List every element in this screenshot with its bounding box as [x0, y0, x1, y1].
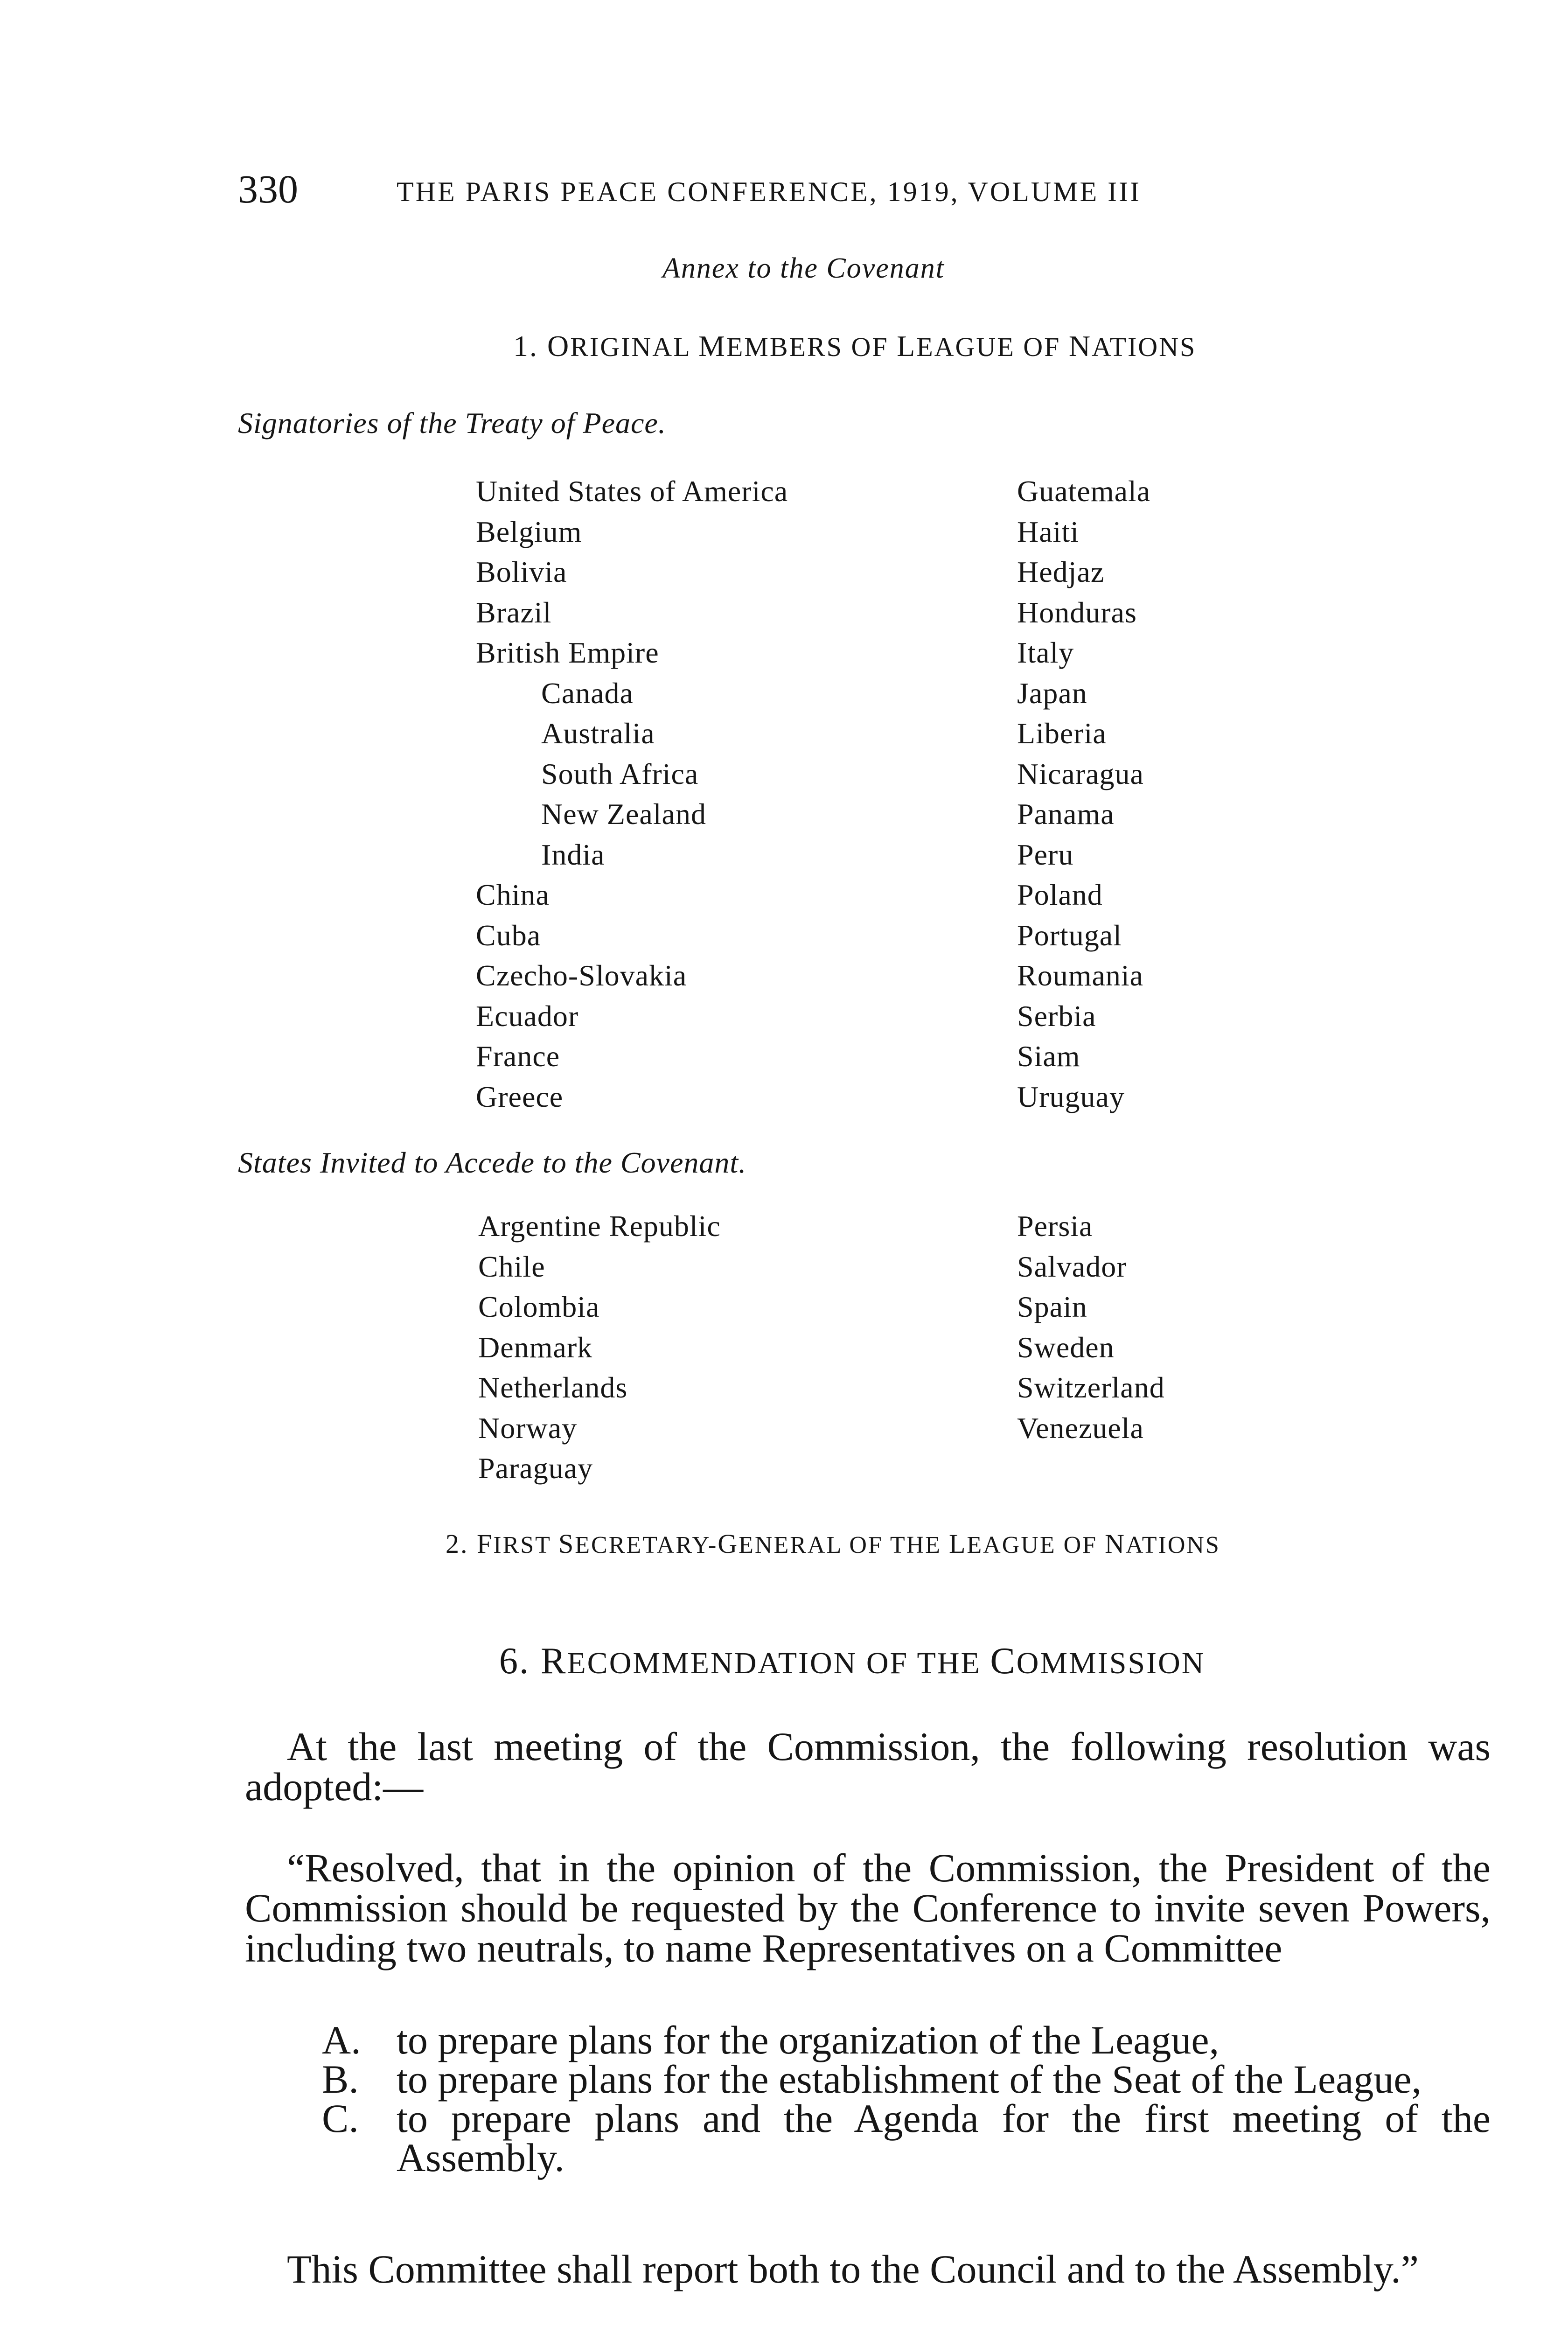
list-item: Czecho-Slovakia [476, 959, 687, 992]
annex-title: Annex to the Covenant [662, 252, 945, 284]
list-item: Netherlands [478, 1371, 628, 1404]
signatories-heading: Signatories of the Treaty of Peace. [238, 406, 666, 440]
list-item: Chile [478, 1250, 545, 1283]
paragraph-resolved: “Resolved, that in the opinion of the Commission, the President of the Commission should be requested by the Conference to invite seven Powers, including two neutrals, to name Representatives on a Committee [245, 1845, 1491, 1970]
list-item: Roumania [1017, 959, 1144, 992]
list-item: Bolivia [476, 555, 567, 588]
list-item: France [476, 1040, 560, 1073]
section-number: 2. [446, 1529, 477, 1559]
section-6-heading [499, 1640, 1205, 1683]
list-item: Australia [541, 717, 655, 750]
heading-word: SECRETARY-GENERAL [558, 1529, 842, 1559]
section-number: 6. [499, 1641, 541, 1682]
list-item-text: to prepare plans for the organization of the League, [397, 2018, 1220, 2062]
heading-word: ORIGINAL [547, 329, 690, 363]
list-item-text: to prepare plans and the Agenda for the first meeting of the Assembly. [397, 2096, 1491, 2180]
heading-word: OF [866, 1646, 909, 1680]
committee-tasks-list [322, 2018, 1491, 2180]
list-item: Argentine Republic [478, 1209, 721, 1243]
invited-right-column [1017, 1206, 1165, 1448]
heading-word: FIRST [477, 1529, 551, 1559]
list-item: South Africa [541, 757, 699, 790]
list-item [322, 2096, 1491, 2180]
list-item: Hedjaz [1017, 555, 1105, 588]
list-item: British Empire [476, 636, 659, 669]
list-item: Nicaragua [1017, 757, 1144, 790]
heading-word: OF [849, 1532, 883, 1558]
list-item-label: A. [322, 2018, 361, 2062]
heading-word: THE [917, 1646, 981, 1680]
page-header [238, 166, 1344, 212]
list-item: Uruguay [1017, 1080, 1125, 1113]
list-item: Poland [1017, 878, 1103, 911]
heading-word: LEAGUE [897, 329, 1015, 363]
list-item [322, 2020, 1491, 2060]
list-item: Siam [1017, 1040, 1080, 1073]
list-item: India [541, 838, 605, 871]
signatories-left-column [476, 471, 788, 1117]
signatories-right-column [1017, 471, 1150, 1117]
list-item: Cuba [476, 918, 541, 952]
heading-word: THE [890, 1532, 941, 1558]
invited-heading: States Invited to Accede to the Covenant. [238, 1146, 747, 1179]
list-item-label: C. [322, 2096, 359, 2141]
heading-word: LEAGUE [948, 1529, 1056, 1559]
list-item: Brazil [476, 595, 552, 629]
list-item: Paraguay [478, 1452, 593, 1485]
list-item: Liberia [1017, 717, 1107, 750]
heading-word: OF [851, 332, 889, 362]
paragraph-committee-report: This Committee shall report both to the Council and to the Assembly.” [287, 2247, 1419, 2291]
heading-word: OF [1023, 332, 1061, 362]
paragraph-resolution-intro: At the last meeting of the Commission, the following resolution was adopted:— [245, 1724, 1491, 1809]
list-item: Canada [541, 676, 634, 710]
invited-left-column [478, 1206, 721, 1489]
heading-word: COMMISSION [990, 1641, 1206, 1682]
heading-word: NATIONS [1105, 1529, 1220, 1559]
running-title: THE PARIS PEACE CONFERENCE, 1919, VOLUME III [397, 176, 1142, 207]
section-number: 1. [513, 329, 547, 363]
list-item: Norway [478, 1411, 578, 1445]
section-1-heading [513, 329, 1196, 363]
list-item: Japan [1017, 676, 1087, 710]
heading-word: OF [1063, 1532, 1098, 1558]
list-item: Italy [1017, 636, 1074, 669]
heading-word: MEMBERS [698, 329, 843, 363]
list-item: Honduras [1017, 595, 1137, 629]
list-item: Spain [1017, 1290, 1087, 1323]
list-item: Greece [476, 1080, 564, 1113]
list-item-text: to prepare plans for the establishment of the Seat of the League, [397, 2057, 1422, 2102]
section-2-heading [446, 1528, 1220, 1559]
list-item: Guatemala [1017, 475, 1151, 508]
list-item: Colombia [478, 1290, 600, 1323]
list-item: Venezuela [1017, 1411, 1144, 1445]
list-item: United States of America [476, 475, 788, 508]
list-item: Haiti [1017, 515, 1079, 548]
list-item: Panama [1017, 797, 1115, 831]
list-item: Denmark [478, 1330, 593, 1364]
page-number: 330 [238, 167, 298, 211]
list-item: New Zealand [541, 797, 706, 831]
list-item: Serbia [1017, 999, 1096, 1033]
heading-word: RECOMMENDATION [541, 1641, 857, 1682]
heading-word: NATIONS [1068, 329, 1197, 363]
list-item: Persia [1017, 1209, 1093, 1243]
list-item: Salvador [1017, 1250, 1127, 1283]
list-item [322, 2057, 1491, 2102]
list-item: China [476, 878, 550, 911]
list-item: Ecuador [476, 999, 579, 1033]
list-item: Peru [1017, 838, 1074, 871]
list-item: Switzerland [1017, 1371, 1165, 1404]
list-item: Portugal [1017, 918, 1122, 952]
list-item-label: B. [322, 2057, 359, 2102]
list-item: Sweden [1017, 1330, 1115, 1364]
list-item: Belgium [476, 515, 582, 548]
